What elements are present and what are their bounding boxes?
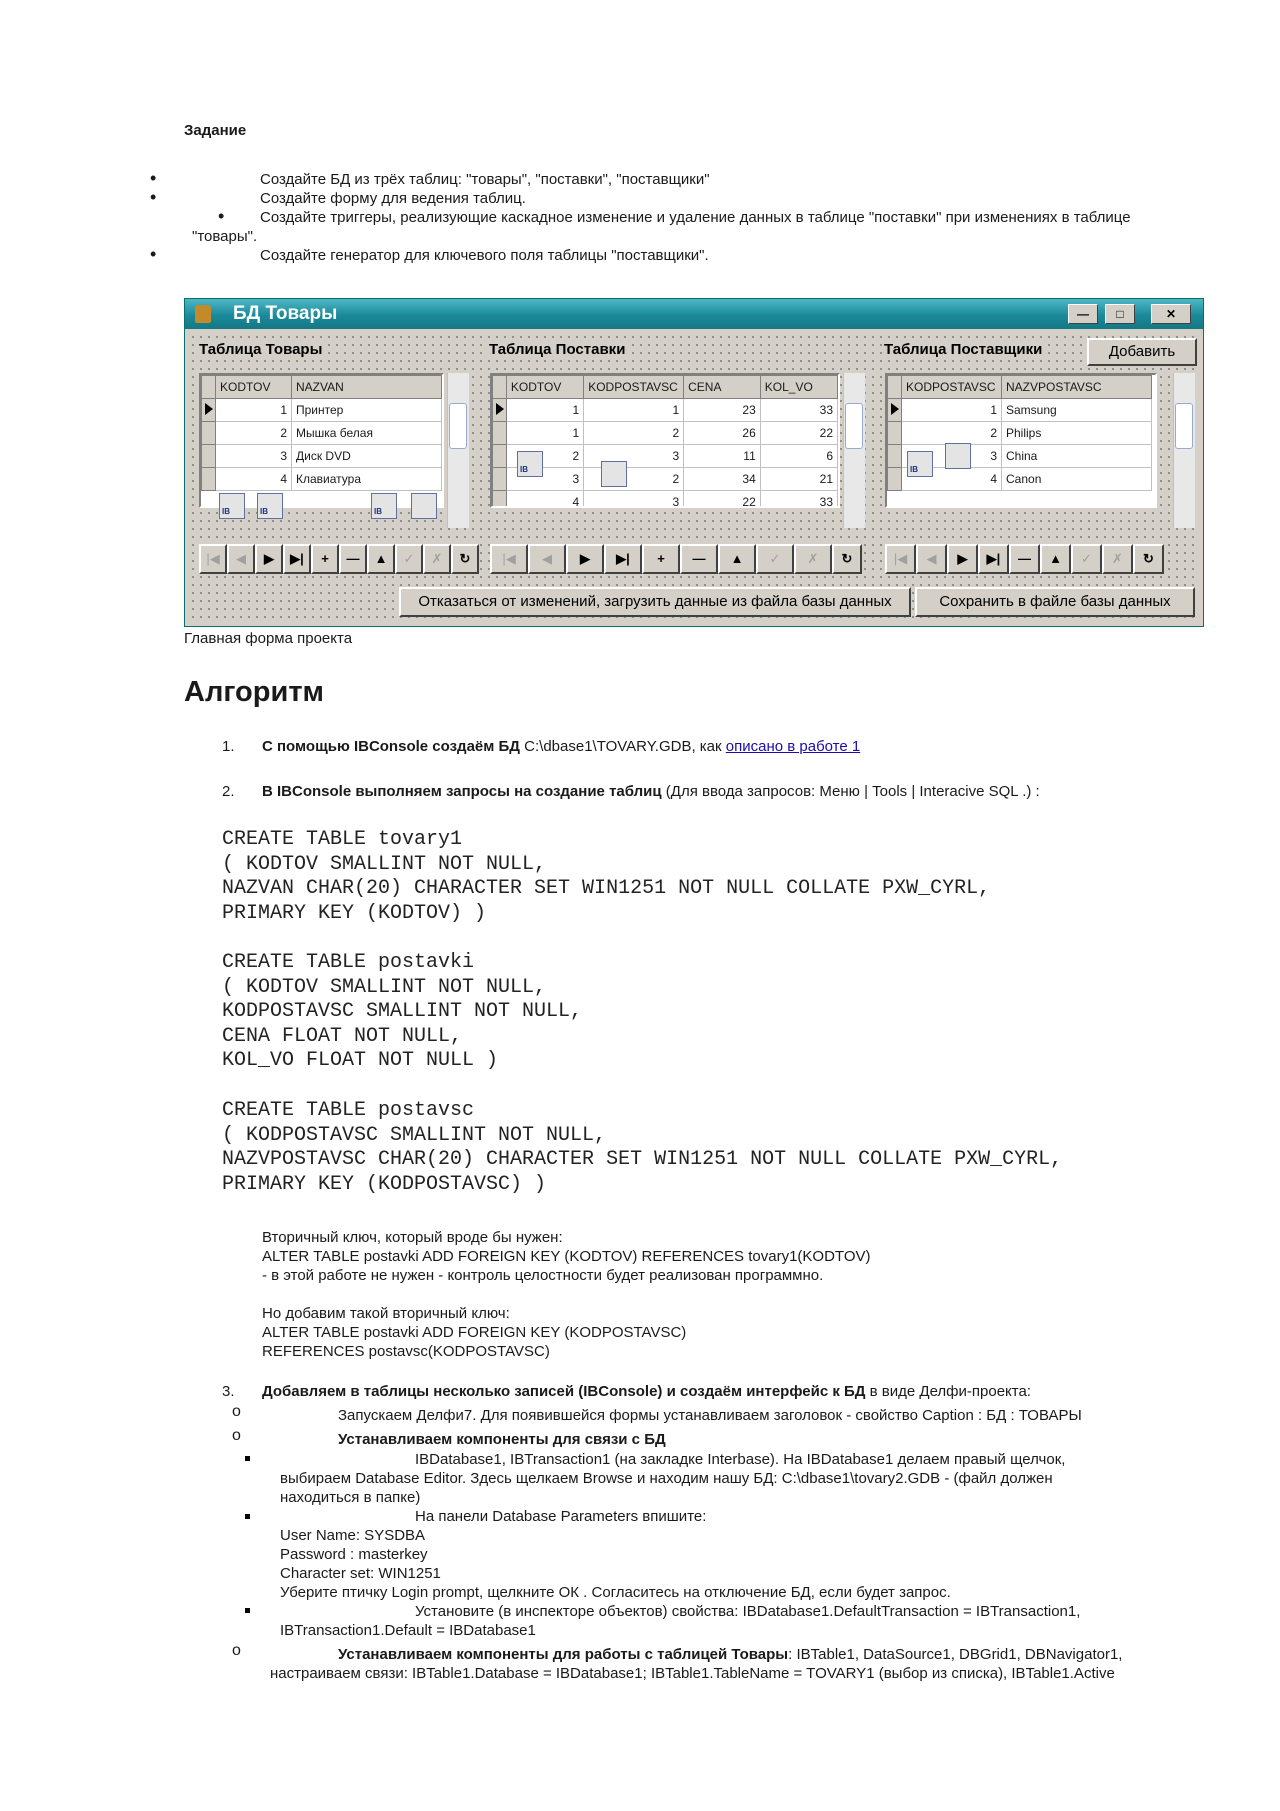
sub-item: На панели Database Parameters впишите:: [415, 1508, 707, 1525]
table-cell[interactable]: 26: [684, 422, 761, 445]
table-cell[interactable]: 2: [584, 422, 684, 445]
table-cell[interactable]: 3: [584, 445, 684, 468]
grid-indicator: [888, 468, 902, 491]
column-header[interactable]: CENA: [684, 376, 761, 399]
cancel-changes-button[interactable]: Отказаться от изменений, загрузить данные из файла базы данных: [399, 587, 911, 617]
table-cell[interactable]: Мышка белая: [292, 422, 442, 445]
form-body: [189, 333, 1199, 622]
delete-record-icon[interactable]: —: [1009, 544, 1040, 574]
ibtable-icon: IB: [371, 493, 397, 519]
table-cell[interactable]: Philips: [1002, 422, 1152, 445]
grid-scrollbar[interactable]: [447, 373, 469, 528]
cancel-edit-icon[interactable]: ✗: [1102, 544, 1133, 574]
grid-indicator: [888, 422, 902, 445]
grid-indicator: [493, 422, 507, 445]
column-header[interactable]: NAZVAN: [292, 376, 442, 399]
circle-bullet-icon: o: [232, 1642, 241, 1659]
sql-create-postavsc: CREATE TABLE postavsc ( KODPOSTAVSC SMALLINT NOT NULL, NAZVPOSTAVSC CHAR(20) CHARACTER SET WIN1251 NOT NULL COLLATE PXW_CYRL, PRIMARY KEY (KODPOSTAVSC) ): [222, 1099, 1063, 1196]
save-to-file-button[interactable]: Сохранить в файле базы данных: [915, 587, 1195, 617]
current-row-icon: [205, 403, 213, 415]
column-header[interactable]: KODTOV: [506, 376, 583, 399]
sub-item: выбираем Database Editor. Здесь щелкаем Browse и находим нашу БД: C:\dbase1\tovary2.GDB - (файл должен: [280, 1470, 1053, 1487]
db-navigator: [490, 544, 862, 574]
table-cell[interactable]: 4: [902, 468, 1002, 491]
task-item: • Создайте генератор для ключевого поля таблицы "поставщики".: [150, 246, 1140, 265]
refresh-icon[interactable]: ↻: [832, 544, 862, 574]
grid-scrollbar[interactable]: [843, 373, 865, 528]
grid-scrollbar[interactable]: [1173, 373, 1195, 528]
next-record-icon[interactable]: ▶: [947, 544, 978, 574]
table-cell[interactable]: Диск DVD: [292, 445, 442, 468]
table-cell[interactable]: 33: [760, 399, 837, 422]
column-header[interactable]: NAZVPOSTAVSC: [1002, 376, 1152, 399]
circle-bullet-icon: o: [232, 1403, 241, 1420]
step-number: 2.: [222, 783, 235, 800]
square-bullet-icon: [245, 1608, 250, 1613]
next-record-icon[interactable]: ▶: [566, 544, 604, 574]
task-item: • Создайте БД из трёх таблиц: "товары", "поставки", "поставщики": [150, 170, 1140, 189]
refresh-icon[interactable]: ↻: [451, 544, 479, 574]
app-icon: [195, 305, 211, 323]
prior-record-icon[interactable]: ◀: [916, 544, 947, 574]
circle-bullet-icon: o: [232, 1427, 241, 1444]
post-record-icon[interactable]: ✓: [756, 544, 794, 574]
sub-item: находиться в папке): [280, 1489, 421, 1506]
maximize-icon[interactable]: □: [1105, 304, 1135, 324]
table-cell[interactable]: 4: [216, 468, 292, 491]
table-cell[interactable]: 2: [902, 422, 1002, 445]
table-cell[interactable]: 2: [506, 445, 583, 468]
table-cell[interactable]: Canon: [1002, 468, 1152, 491]
ibtransaction-icon: IB: [257, 493, 283, 519]
first-record-icon[interactable]: |◀: [885, 544, 916, 574]
datasource-icon: [411, 493, 437, 519]
panel-label-postavki: Таблица Поставки: [489, 341, 626, 358]
table-cell[interactable]: 1: [506, 422, 583, 445]
task-title: Задание: [184, 122, 247, 139]
panel-label-tovary: Таблица Товары: [199, 341, 323, 358]
grid-indicator: [202, 468, 216, 491]
table-cell[interactable]: 3: [506, 468, 583, 491]
window-titlebar: [185, 299, 1203, 329]
table-cell[interactable]: 21: [760, 468, 837, 491]
grid-indicator: [493, 491, 507, 509]
step-number: 3.: [222, 1383, 235, 1400]
table-cell[interactable]: 23: [684, 399, 761, 422]
scroll-thumb[interactable]: [845, 403, 863, 449]
table-cell[interactable]: 1: [584, 399, 684, 422]
current-row-icon: [496, 403, 504, 415]
sub-item-text: : IBTable1, DataSource1, DBGrid1, DBNavigator1,: [788, 1646, 1123, 1663]
grid-postavki[interactable]: [490, 373, 840, 508]
delete-record-icon[interactable]: —: [339, 544, 367, 574]
scroll-thumb[interactable]: [1175, 403, 1193, 449]
table-cell[interactable]: 2: [216, 422, 292, 445]
db-navigator: [199, 544, 479, 574]
grid-indicator: [202, 422, 216, 445]
grid-indicator: [202, 376, 216, 399]
edit-record-icon[interactable]: ▲: [367, 544, 395, 574]
step-text: в виде Делфи-проекта:: [865, 1383, 1031, 1400]
sub-item: [338, 1645, 1122, 1664]
sub-item-bold: Устанавливаем компоненты для работы с таблицей Товары: [338, 1646, 789, 1663]
next-record-icon[interactable]: ▶: [255, 544, 283, 574]
app-window: [184, 298, 1204, 627]
grid-tovary[interactable]: [199, 373, 444, 508]
datasource-icon: [601, 461, 627, 487]
table-cell[interactable]: China: [1002, 445, 1152, 468]
post-record-icon[interactable]: ✓: [1071, 544, 1102, 574]
prior-record-icon[interactable]: ◀: [227, 544, 255, 574]
table-cell[interactable]: Клавиатура: [292, 468, 442, 491]
cancel-edit-icon[interactable]: ✗: [794, 544, 832, 574]
step-number: 1.: [222, 738, 235, 755]
ibtable-icon: IB: [517, 451, 543, 477]
step-text: C:\dbase1\TOVARY.GDB, как: [519, 738, 726, 755]
grid-indicator: [493, 445, 507, 468]
task-list: [150, 170, 1140, 265]
step-bold: Добавляем в таблицы несколько записей (IBConsole) и создаём интерфейс к БД: [262, 1383, 866, 1400]
square-bullet-icon: [245, 1456, 250, 1461]
sub-item: Установите (в инспекторе объектов) свойства: IBDatabase1.DefaultTransaction = IBTransaction1,: [415, 1603, 1081, 1620]
sub-item: IBTransaction1.Default = IBDatabase1: [280, 1622, 536, 1639]
last-record-icon[interactable]: ▶|: [978, 544, 1009, 574]
scroll-thumb[interactable]: [449, 403, 467, 449]
insert-record-icon[interactable]: +: [311, 544, 339, 574]
table-cell[interactable]: 3: [902, 445, 1002, 468]
foreign-key-note: Вторичный ключ, который вроде бы нужен: ALTER TABLE postavki ADD FOREIGN KEY (KODTOV) REFERENCES tovary1(KODTOV) - в этой работе не нужен - контроль целостности будет реализован программно.: [262, 1229, 871, 1284]
delete-record-icon[interactable]: —: [680, 544, 718, 574]
table-cell[interactable]: Samsung: [1002, 399, 1152, 422]
grid-indicator: [202, 445, 216, 468]
task-item: • Создайте триггеры, реализующие каскадное изменение и удаление данных в таблице "поставки" при изменениях в таблице "товары".: [150, 208, 1140, 246]
table-cell[interactable]: 4: [506, 491, 583, 509]
table-cell[interactable]: 2: [584, 468, 684, 491]
table-cell[interactable]: 3: [584, 491, 684, 509]
table-cell[interactable]: 1: [216, 399, 292, 422]
grid-indicator: [888, 445, 902, 468]
sub-item: User Name: SYSDBA Password : masterkey Character set: WIN1251 Уберите птичку Login prompt, щелкните ОК . Согласитесь на отключение БД, если будет запрос.: [280, 1527, 951, 1601]
sql-create-postavki: CREATE TABLE postavki ( KODTOV SMALLINT NOT NULL, KODPOSTAVSC SMALLINT NOT NULL, CENA FLOAT NOT NULL, KOL_VO FLOAT NOT NULL ): [222, 951, 583, 1072]
work1-link[interactable]: описано в работе 1: [725, 738, 861, 755]
square-bullet-icon: [245, 1514, 250, 1519]
table-cell[interactable]: 1: [506, 399, 583, 422]
grid-indicator: [493, 399, 507, 422]
cancel-edit-icon[interactable]: ✗: [423, 544, 451, 574]
column-header[interactable]: KODPOSTAVSC: [902, 376, 1002, 399]
sql-create-tovary: CREATE TABLE tovary1 ( KODTOV SMALLINT NOT NULL, NAZVAN CHAR(20) CHARACTER SET WIN1251 NOT NULL COLLATE PXW_CYRL, PRIMARY KEY (KODTOV) ): [222, 828, 991, 925]
sub-item: IBDatabase1, IBTransaction1 (на закладке Interbase). На IBDatabase1 делаем правый щелчок,: [415, 1451, 1066, 1468]
grid-indicator: [202, 399, 216, 422]
window-title: БД Товары: [233, 303, 338, 324]
table-cell[interactable]: 11: [684, 445, 761, 468]
table-cell[interactable]: 22: [760, 422, 837, 445]
column-header[interactable]: KODPOSTAVSC: [584, 376, 684, 399]
post-record-icon[interactable]: ✓: [395, 544, 423, 574]
ibtable-icon: IB: [907, 451, 933, 477]
close-icon[interactable]: ✕: [1151, 304, 1191, 324]
db-navigator: [885, 544, 1164, 574]
edit-record-icon[interactable]: ▲: [718, 544, 756, 574]
table-cell[interactable]: Принтер: [292, 399, 442, 422]
sub-item: настраиваем связи: IBTable1.Database = IBDatabase1; IBTable1.TableName = TOVARY1 (выбор из списка), IBTable1.Active: [270, 1665, 1115, 1682]
section-heading: Алгоритм: [184, 676, 324, 708]
datasource-icon: [945, 443, 971, 469]
grid-indicator: [888, 376, 902, 399]
step-bold: В IBConsole выполняем запросы на создание таблиц: [262, 783, 662, 800]
grid-indicator: [888, 399, 902, 422]
sub-item: Запускаем Делфи7. Для появившейся формы устанавливаем заголовок - свойство Caption : БД : ТОВАРЫ: [338, 1407, 1082, 1424]
grid-postavsc[interactable]: [885, 373, 1157, 508]
sub-item: Устанавливаем компоненты для связи с БД: [338, 1431, 666, 1448]
last-record-icon[interactable]: ▶|: [283, 544, 311, 574]
ibdatabase-icon: IB: [219, 493, 245, 519]
task-item: • Создайте форму для ведения таблиц.: [150, 189, 1140, 208]
current-row-icon: [891, 403, 899, 415]
column-header[interactable]: KOL_VO: [760, 376, 837, 399]
table-cell[interactable]: 34: [684, 468, 761, 491]
grid-indicator: [493, 376, 507, 399]
step-bold: С помощью IBConsole создаём БД: [262, 738, 520, 755]
column-header[interactable]: KODTOV: [216, 376, 292, 399]
minimize-icon[interactable]: —: [1068, 304, 1098, 324]
figure-caption: Главная форма проекта: [184, 630, 353, 647]
last-record-icon[interactable]: ▶|: [604, 544, 642, 574]
table-cell[interactable]: 1: [902, 399, 1002, 422]
grid-indicator: [493, 468, 507, 491]
table-cell[interactable]: 33: [760, 491, 837, 509]
edit-record-icon[interactable]: ▲: [1040, 544, 1071, 574]
add-button[interactable]: Добавить: [1087, 338, 1197, 366]
table-cell[interactable]: 22: [684, 491, 761, 509]
insert-record-icon[interactable]: +: [642, 544, 680, 574]
table-cell[interactable]: 3: [216, 445, 292, 468]
panel-label-postavsc: Таблица Поставщики: [884, 341, 1043, 358]
first-record-icon[interactable]: |◀: [490, 544, 528, 574]
first-record-icon[interactable]: |◀: [199, 544, 227, 574]
refresh-icon[interactable]: ↻: [1133, 544, 1164, 574]
foreign-key-note: Но добавим такой вторичный ключ: ALTER TABLE postavki ADD FOREIGN KEY (KODPOSTAVSC) REFERENCES postavsc(KODPOSTAVSC): [262, 1305, 687, 1360]
table-cell[interactable]: 6: [760, 445, 837, 468]
prior-record-icon[interactable]: ◀: [528, 544, 566, 574]
step-text: (Для ввода запросов: Меню | Tools | Interacive SQL .) :: [661, 783, 1040, 800]
